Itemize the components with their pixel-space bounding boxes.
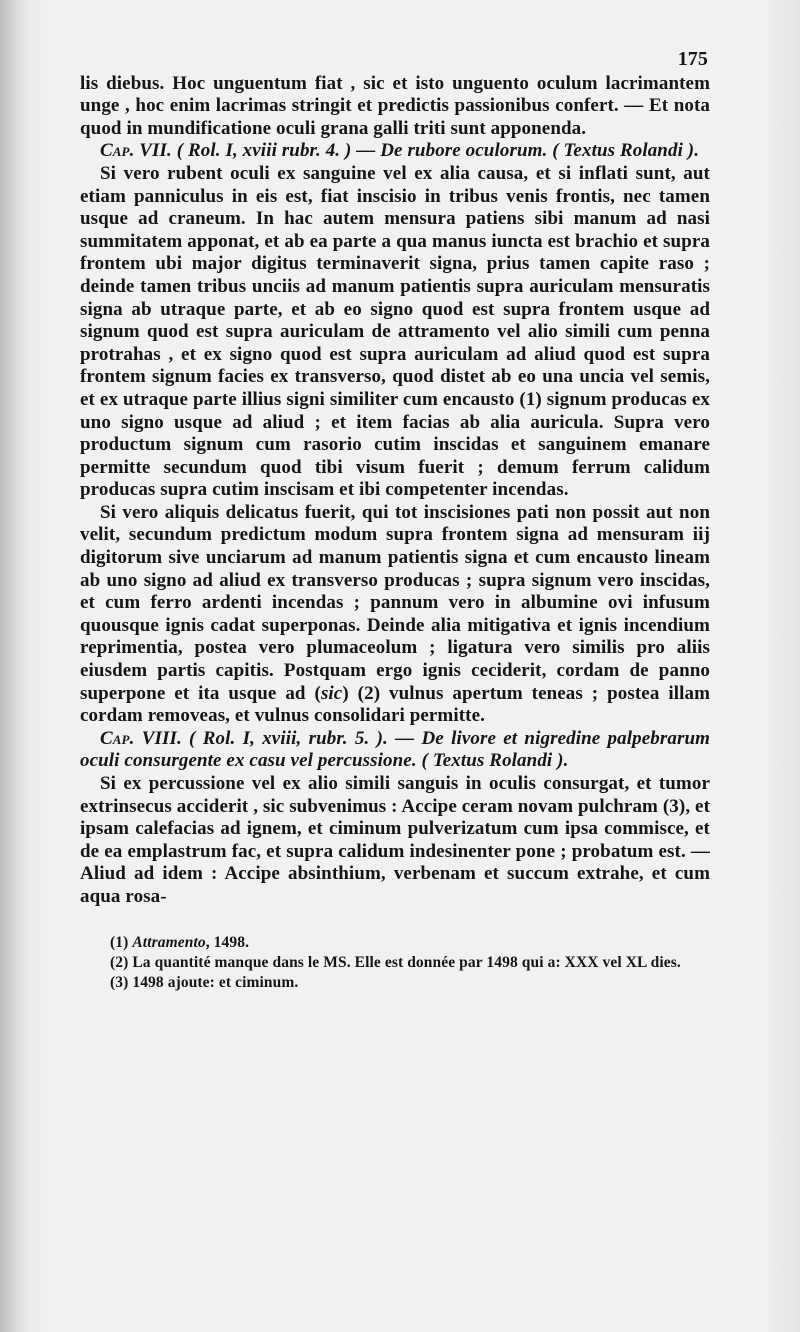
footnote-mark: (2) bbox=[110, 953, 133, 971]
chapter-title: De livore et nigredine palpebrarum oculi consurgente ex casu vel percussione. ( Textus Rolandi ). bbox=[80, 727, 710, 772]
chapter-title: De rubore oculorum. ( Textus Rolandi ). bbox=[380, 140, 700, 162]
footnote-2 bbox=[80, 953, 710, 973]
page-text bbox=[80, 48, 710, 993]
footnote-mark: (3) bbox=[110, 973, 133, 991]
chapter-heading-7 bbox=[80, 140, 710, 163]
footnote-1 bbox=[80, 933, 710, 953]
footnote-lead: Attramento bbox=[132, 933, 206, 951]
footnote-mark: (1) bbox=[110, 933, 133, 951]
sic-note: sic bbox=[320, 682, 343, 704]
footnote-3 bbox=[80, 973, 710, 993]
paragraph-3-text: Si vero aliquis delicatus fuerit, qui tot inscisiones pati non possit aut non velit, secundum predictum modum supra frontem signa ad mensuram iij digitorum sive unciarum ad manum patientis signa et cum encausto lineam ab uno signo ad aliud ex transverso producas ; supra signum vero inscidas, et cum ferro ardenti incendas ; pannum vero in albumine ovi infusum quousque ignis cadat superponas. Deinde alia mitigativa et ignis incendium reprimentia, postea vero plumaceolum ; ligatura vero similis pro aliis eiusdem partis capitis. Postquam ergo ignis ceciderit, cordam de panno superpone et ita usque ad bbox=[80, 501, 710, 704]
footnote-text: La quantité manque dans le MS. Elle est donnée par 1498 qui a: XXX vel XL dies. bbox=[132, 953, 681, 971]
chapter-number: Cap. VII. bbox=[100, 140, 172, 162]
page-number: 175 bbox=[677, 48, 708, 70]
paragraph-1: lis diebus. Hoc unguentum fiat , sic et isto unguento oculum lacrimantem unge , hoc enim lacrimas stringit et predictis passionibus confert. — Et nota quod in mundificatione oculi grana galli triti sunt apponenda. bbox=[80, 72, 710, 139]
chapter-reference: ( Rol. I, xviii rubr. 4. ) — bbox=[171, 140, 381, 162]
paragraph-3: Si vero aliquis delicatus fuerit, qui tot inscisiones pati non possit aut non velit, secundum predictum modum supra frontem signa ad mensuram iij digitorum sive unciarum ad manum patientis signa et cum encausto lineam ab uno signo ad aliud ex transverso producas ; supra signum vero inscidas, et cum ferro ardenti incendas ; pannum vero in albumine ovi infusum quousque ignis cadat superponas. Deinde alia mitigativa et ignis incendium reprimentia, postea vero plumaceolum ; ligatura vero similis pro aliis eiusdem partis capitis. Postquam ergo ignis ceciderit, cordam de panno superpone et ita usque ad (sic) (2) vulnus apertum teneas ; postea illam cordam removeas, et vulnus consolidari permitte. bbox=[80, 501, 710, 727]
paragraph-3-end: (2) vulnus apertum teneas ; postea illam cordam removeas, et vulnus consolidari permitte. bbox=[80, 682, 710, 727]
chapter-reference: ( Rol. I, xviii, rubr. 5. ). — bbox=[181, 727, 422, 749]
paragraph-2: Si vero rubent oculi ex sanguine vel ex alia causa, et si inflati sunt, aut etiam panniculus in eis est, fiat inscisio in tribus venis frontis, nec tamen usque ad craneum. In hac autem mensura patiens sibi manum ad nasi summitatem apponat, et ab ea parte a qua manus iuncta est brachio et supra frontem ubi major digitus terminaverit signa, prius tamen capite raso ; deinde tamen tribus unciis ad manum patientis supra auriculam mensuratis signa ab utraque parte, et ab eo signo quod est supra frontem usque ad signum quod est supra auriculam de attramento vel alio simili cum penna protrahas , et ex signo quod est supra auriculam ad aliud quod est supra frontem signum facies ex transverso, quod distet ab eo una uncia vel semis, et ex utraque parte illius signi similiter cum encausto (1) signum producas ex uno signo usque ad aliud ; et item facias ab alia auricula. Supra vero productum signum cum rasorio cutim inscidas et sanguinem emanare permitte secundum quod tibi visum fuerit ; demum ferrum calidum producas supra cutim inscisam et ibi competenter incendas. bbox=[80, 162, 710, 501]
footnote-text: , 1498. bbox=[205, 933, 250, 951]
chapter-heading-8 bbox=[80, 728, 710, 773]
footnote-text: 1498 ajoute: et ciminum. bbox=[132, 973, 299, 991]
chapter-number: Cap. VIII. bbox=[100, 727, 182, 749]
paragraph-4: Si ex percussione vel ex alio simili sanguis in oculis consurgat, et tumor extrinsecus acciderit , sic subvenimus : Accipe ceram novam pulchram (3), et ipsam calefacias ad ignem, et ciminum pulverizatum cum ipsa commisce, et de ea emplastrum fac, et supra calidum indesinenter pone ; probatum est. — Aliud ad idem : Accipe absinthium, verbenam et succum extrahe, et cum aqua rosa- bbox=[80, 773, 710, 907]
footnotes bbox=[80, 933, 710, 993]
